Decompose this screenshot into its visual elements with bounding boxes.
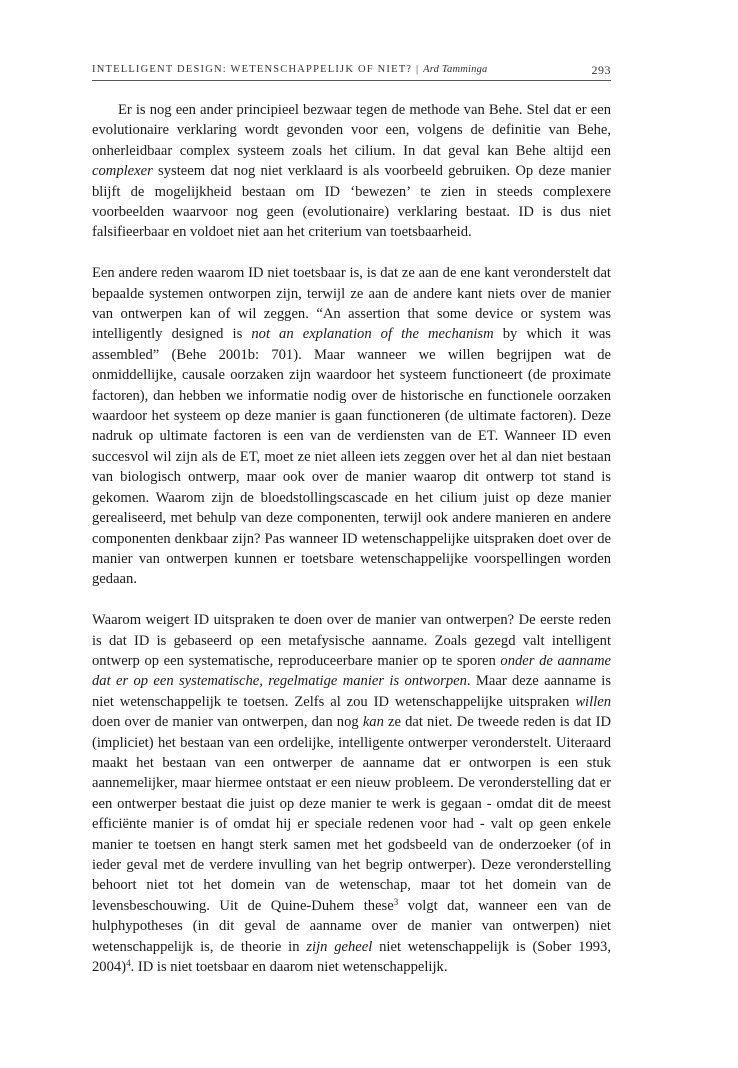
p3-emphasis-3: kan (362, 714, 384, 731)
p3-text-3: doen over de manier van ontwerpen, dan nog (92, 714, 363, 731)
p3-text-7: . ID is niet toetsbaar en daarom niet wetenschappelijk. (130, 959, 448, 976)
p2-emphasis-1: not an explanation of the mechanism (251, 326, 494, 343)
paragraph-1 (92, 100, 611, 243)
p3-emphasis-4: zijn geheel (306, 938, 373, 955)
p3-text-1: Waarom weigert ID uitspraken te doen over de manier van ontwerpen? De eerste reden is dat ID is gebaseerd op een metafysische aanname. Zoals gezegd valt intelligent ontwerp op een systematische, reproduceerbare manier op te sporen (92, 612, 611, 669)
header-rule (92, 80, 611, 81)
p3-emphasis-2: willen (575, 693, 611, 710)
p3-text-4: ze dat niet. De tweede reden is dat ID (impliciet) het bestaan van een ordelijke, intelligente ontwerper veronderstelt. Uiteraard maakt het bestaan van een ontwerper de aanname dat er ontworpen is een stuk aannemelijker, maar hiermee ontstaat er een nieuw probleem. De veronderstelling dat er een ontwerper bestaat die juist op deze manier te werk is gegaan - omdat dit de meest efficiënte manier is of omdat hij er speciale redenen voor had - valt op geen enkele manier te toetsen en hangt sterk samen met het godsbeeld van de onderzoeker (of in ieder geval met de verdere invulling van het begrip ontwerper). Deze veronderstelling behoort niet tot het domein van de wetenschap, maar tot het domein van de levensbeschouwing. Uit de Quine-Duhem these (92, 714, 611, 914)
p3-text-5: volgt dat, wanneer een van de hulphypotheses (in dit geval de aanname over de manier van ontwerpen) niet wetenschappelijk is, de theorie in (92, 897, 611, 955)
p3-emphasis-1: onder de aanname dat er op een systematische, regelmatige manier is ontworpen (92, 652, 611, 690)
p3-text-6: niet wetenschappelijk is (Sober 1993, 2004) (92, 938, 611, 976)
body-text (92, 100, 611, 977)
p1-text-2: systeem dat nog niet verklaard is als voorbeeld gebruiken. Op deze manier blijft de mogelijkheid bestaan om ID ‘bewezen’ te zien in steeds complexere voorbeelden waarvoor nog geen (evolutionaire) verklaring bestaat. ID is dus niet falsifieerbaar en voldoet niet aan het criterium van toetsbaarheid. (92, 163, 611, 241)
p3-text-2: . Maar deze aanname is niet wetenschappelijk te toetsen. Zelfs al zou ID wetenschappelijke uitspraken (92, 673, 612, 710)
p2-text-1: Een andere reden waarom ID niet toetsbaar is, is dat ze aan de ene kant veronderstelt dat bepaalde systemen ontworpen zijn, terwijl ze aan de andere kant niets over de manier van ontwerpen kan of wil zeggen. “An assertion that some device or system was intelligently designed is (92, 265, 611, 343)
p1-text-1: Er is nog een ander principieel bezwaar tegen de methode van Behe. Stel dat er een evolutionaire verklaring wordt gevonden voor een, volgens de definitie van Behe, onherleidbaar complex systeem zoals het cilium. In dat geval kan Behe altijd een (92, 102, 611, 159)
page-number: 293 (591, 63, 611, 77)
footnote-ref-3[interactable]: 3 (393, 896, 399, 907)
author-name: Ard Tamminga (423, 64, 488, 75)
running-header (92, 62, 611, 80)
footnote-ref-4[interactable]: 4 (126, 958, 131, 969)
chapter-title: INTELLIGENT DESIGN: WETENSCHAPPELIJK OF NIET? (92, 64, 413, 75)
running-title (92, 64, 488, 75)
header-separator: | (416, 64, 420, 75)
p2-text-2: by which it was assembled” (Behe 2001b: 701). Maar wanneer we willen begrijpen wat de onmiddellijke, causale oorzaken zijn waardoor het systeem functioneert (de proximate factoren), dan hebben we informatie nodig over de historische en functionele oorzaken waardoor het systeem op deze manier is gaan functioneren (de ultimate factoren). Deze nadruk op ultimate factoren is een van de verdiensten van de ET. Wanneer ID even succesvol wil zijn als de ET, moet ze niet alleen iets zeggen over het al dan niet bestaan van biologisch ontwerp, maar ook over de manier waarop dit ontwerp tot stand is gekomen. Waarom zijn de bloedstollingscascade en het cilium juist op deze manier gerealiseerd, met behulp van deze componenten, terwijl ook andere manieren en andere componenten denkbaar zijn? Pas wanneer ID wetenschappelijke uitspraken doet over de manier van ontwerpen kunnen er toetsbare wetenschappelijke voorspellingen worden gedaan. (92, 326, 611, 588)
paragraph-2 (92, 263, 611, 590)
paragraph-3 (92, 610, 611, 977)
p1-emphasis-1: complexer (92, 163, 153, 180)
